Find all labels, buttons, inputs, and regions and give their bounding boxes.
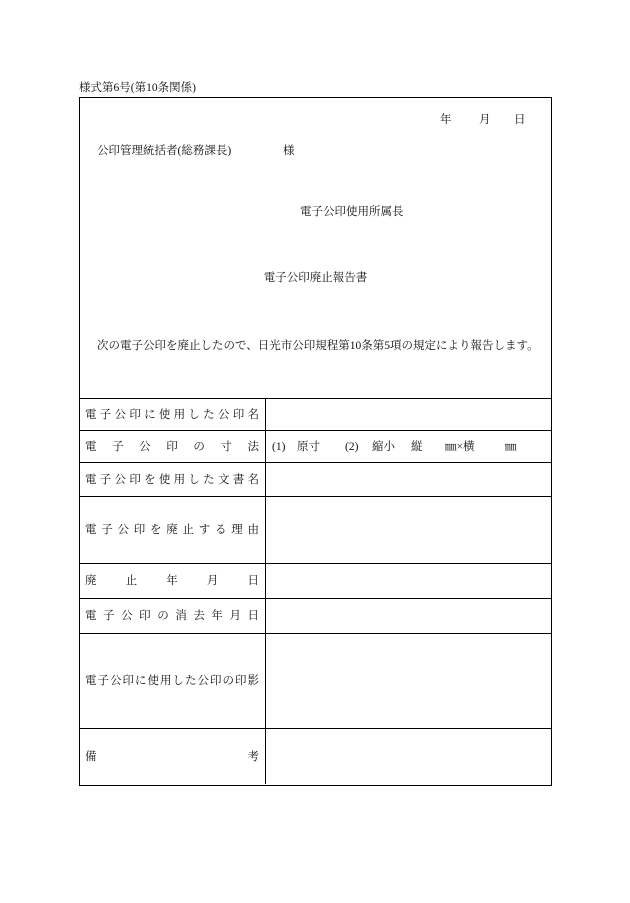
row-label-cell <box>80 399 266 430</box>
document-name-value <box>266 463 551 496</box>
document-title: 電子公印廃止報告書 <box>263 272 368 284</box>
seal-name-value <box>266 399 551 430</box>
row-label: 電子公印を廃止する理由 <box>85 524 259 536</box>
row-abolition-reason <box>80 496 551 563</box>
abolition-date-value <box>266 564 551 598</box>
row-label: 備考 <box>85 750 259 763</box>
sender-title: 電子公印使用所属長 <box>300 206 404 218</box>
row-label-cell <box>80 564 266 598</box>
deletion-date-value <box>266 599 551 633</box>
option-1-label: 原寸 <box>297 440 320 453</box>
row-label: 廃止年月日 <box>85 575 259 587</box>
mm-unit-label: ㎜ <box>505 440 517 453</box>
row-label: 電子公印に使用した公印名 <box>85 408 259 421</box>
row-label-cell <box>80 729 266 784</box>
option-2-label: 縮小 <box>372 440 395 453</box>
option-1-number: (1) <box>272 440 286 453</box>
form-header <box>80 98 551 398</box>
row-seal-name <box>80 398 551 430</box>
mm-times-width-label: ㎜×横 <box>445 440 475 453</box>
row-label: 電子公印を使用した文書名 <box>85 473 259 486</box>
seal-size-value <box>266 431 551 462</box>
height-label: 縦 <box>411 440 423 453</box>
row-label-cell <box>80 497 266 563</box>
date-month-label: 月 <box>479 114 491 126</box>
row-label-cell <box>80 599 266 633</box>
row-seal-size <box>80 430 551 462</box>
row-label: 電子公印の寸法 <box>85 440 259 453</box>
remarks-value <box>266 729 551 784</box>
abolition-reason-value <box>266 497 551 563</box>
row-abolition-date <box>80 563 551 598</box>
row-label-cell <box>80 634 266 728</box>
row-label: 電子公印に使用した公印の印影 <box>85 675 259 687</box>
row-label-cell <box>80 431 266 462</box>
row-remarks <box>80 728 551 784</box>
date-day-label: 日 <box>514 114 526 126</box>
row-label-cell <box>80 463 266 496</box>
addressee-honorific: 様 <box>283 145 295 157</box>
row-document-name <box>80 462 551 496</box>
report-form <box>79 97 552 786</box>
row-deletion-date <box>80 598 551 633</box>
row-label: 電子公印の消去年月日 <box>85 610 259 622</box>
seal-impression-value <box>266 634 551 728</box>
option-2-number: (2) <box>345 440 359 453</box>
row-seal-impression <box>80 633 551 728</box>
date-year-label: 年 <box>440 114 452 126</box>
form-number: 様式第6号(第10条関係) <box>79 82 196 94</box>
body-sentence: 次の電子公印を廃止したので、日光市公印規程第10条第5項の規定により報告します。 <box>97 340 539 352</box>
addressee-name: 公印管理統括者(総務課長) <box>97 145 232 157</box>
